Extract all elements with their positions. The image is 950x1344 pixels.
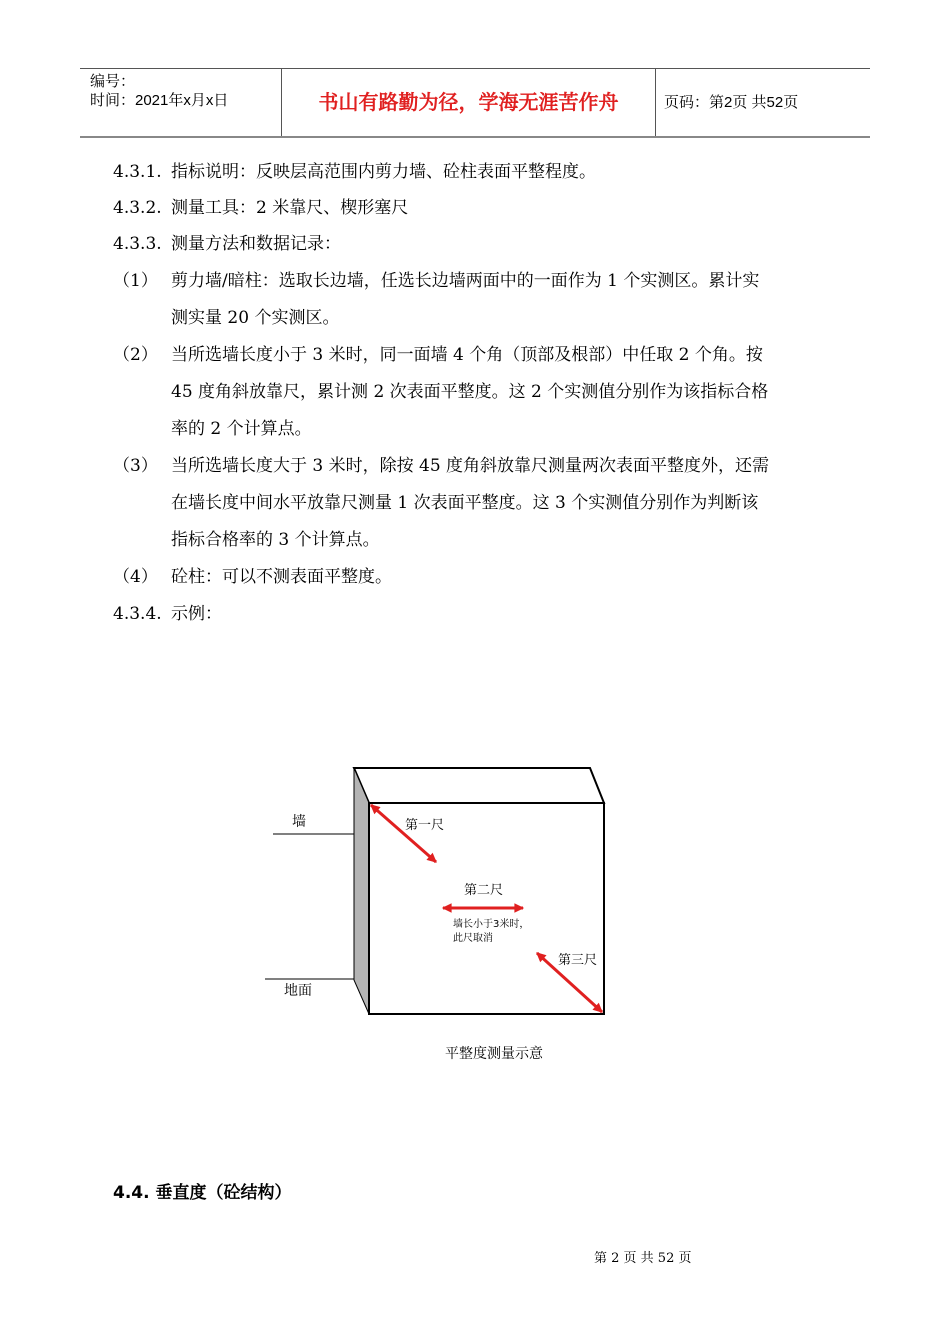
- item-text-line: 测量工具：2 米靠尺、楔形塞尺: [171, 198, 409, 218]
- item-text-line: 当所选墙长度小于 3 米时，同一面墙 4 个角（顶部及根部）中任取 2 个角。按: [171, 345, 763, 365]
- item-text-line: 测量方法和数据记录：: [171, 234, 341, 254]
- wall-label: 墙: [292, 814, 306, 830]
- ruler3-label: 第三尺: [558, 953, 598, 968]
- item-text-line: 剪力墙/暗柱：选取长边墙，任选长边墙两面中的一面作为 1 个实测区。累计实: [171, 271, 760, 291]
- item-text-line: 砼柱：可以不测表面平整度。: [171, 567, 392, 587]
- box-side: [354, 768, 369, 1014]
- item-text-line: 在墙长度中间水平放靠尺测量 1 次表面平整度。这 3 个实测值分别作为判断该: [171, 493, 759, 513]
- item-text-line: 率的 2 个计算点。: [171, 419, 312, 439]
- date-label: 时间：2021年x月x日: [90, 92, 229, 109]
- header-motto: 书山有路勤为径，学海无涯苦作舟: [281, 69, 656, 136]
- note-line2: 此尺取消: [453, 933, 493, 944]
- page-footer: 第 2 页 共 52 页: [594, 1251, 692, 1266]
- box-top: [354, 768, 604, 803]
- item-text-line: 示例：: [171, 604, 222, 624]
- item-number: 4.3.3.: [113, 234, 162, 254]
- item-text-line: 45 度角斜放靠尺，累计测 2 次表面平整度。这 2 个实测值分别作为该指标合格: [171, 382, 769, 402]
- item-text-line: 指标说明：反映层高范围内剪力墙、砼柱表面平整程度。: [171, 162, 596, 182]
- item-number: （1）: [113, 271, 158, 291]
- number-label: 编号：: [90, 73, 136, 90]
- item-number: 4.3.4.: [113, 604, 162, 624]
- item-number: 4.3.2.: [113, 198, 162, 218]
- item-number: 4.3.1.: [113, 162, 162, 182]
- note-line1: 墙长小于3米时，: [453, 919, 530, 930]
- item-number: （4）: [113, 567, 158, 587]
- item-text-line: 指标合格率的 3 个计算点。: [171, 530, 380, 550]
- item-text-line: 当所选墙长度大于 3 米时，除按 45 度角斜放靠尺测量两次表面平整度外，还需: [171, 456, 770, 476]
- ruler1-label: 第一尺: [405, 818, 445, 833]
- section-heading: 4.4. 垂直度（砼结构）: [113, 1183, 292, 1203]
- item-number: （3）: [113, 456, 158, 476]
- header-page-info: 页码：第2页 共52页: [664, 94, 799, 111]
- ground-label: 地面: [284, 983, 312, 999]
- diagram-caption: 平整度测量示意: [445, 1046, 543, 1062]
- item-number: （2）: [113, 345, 158, 365]
- ruler2-label: 第二尺: [464, 883, 504, 898]
- item-text-line: 测实量 20 个实测区。: [171, 308, 340, 328]
